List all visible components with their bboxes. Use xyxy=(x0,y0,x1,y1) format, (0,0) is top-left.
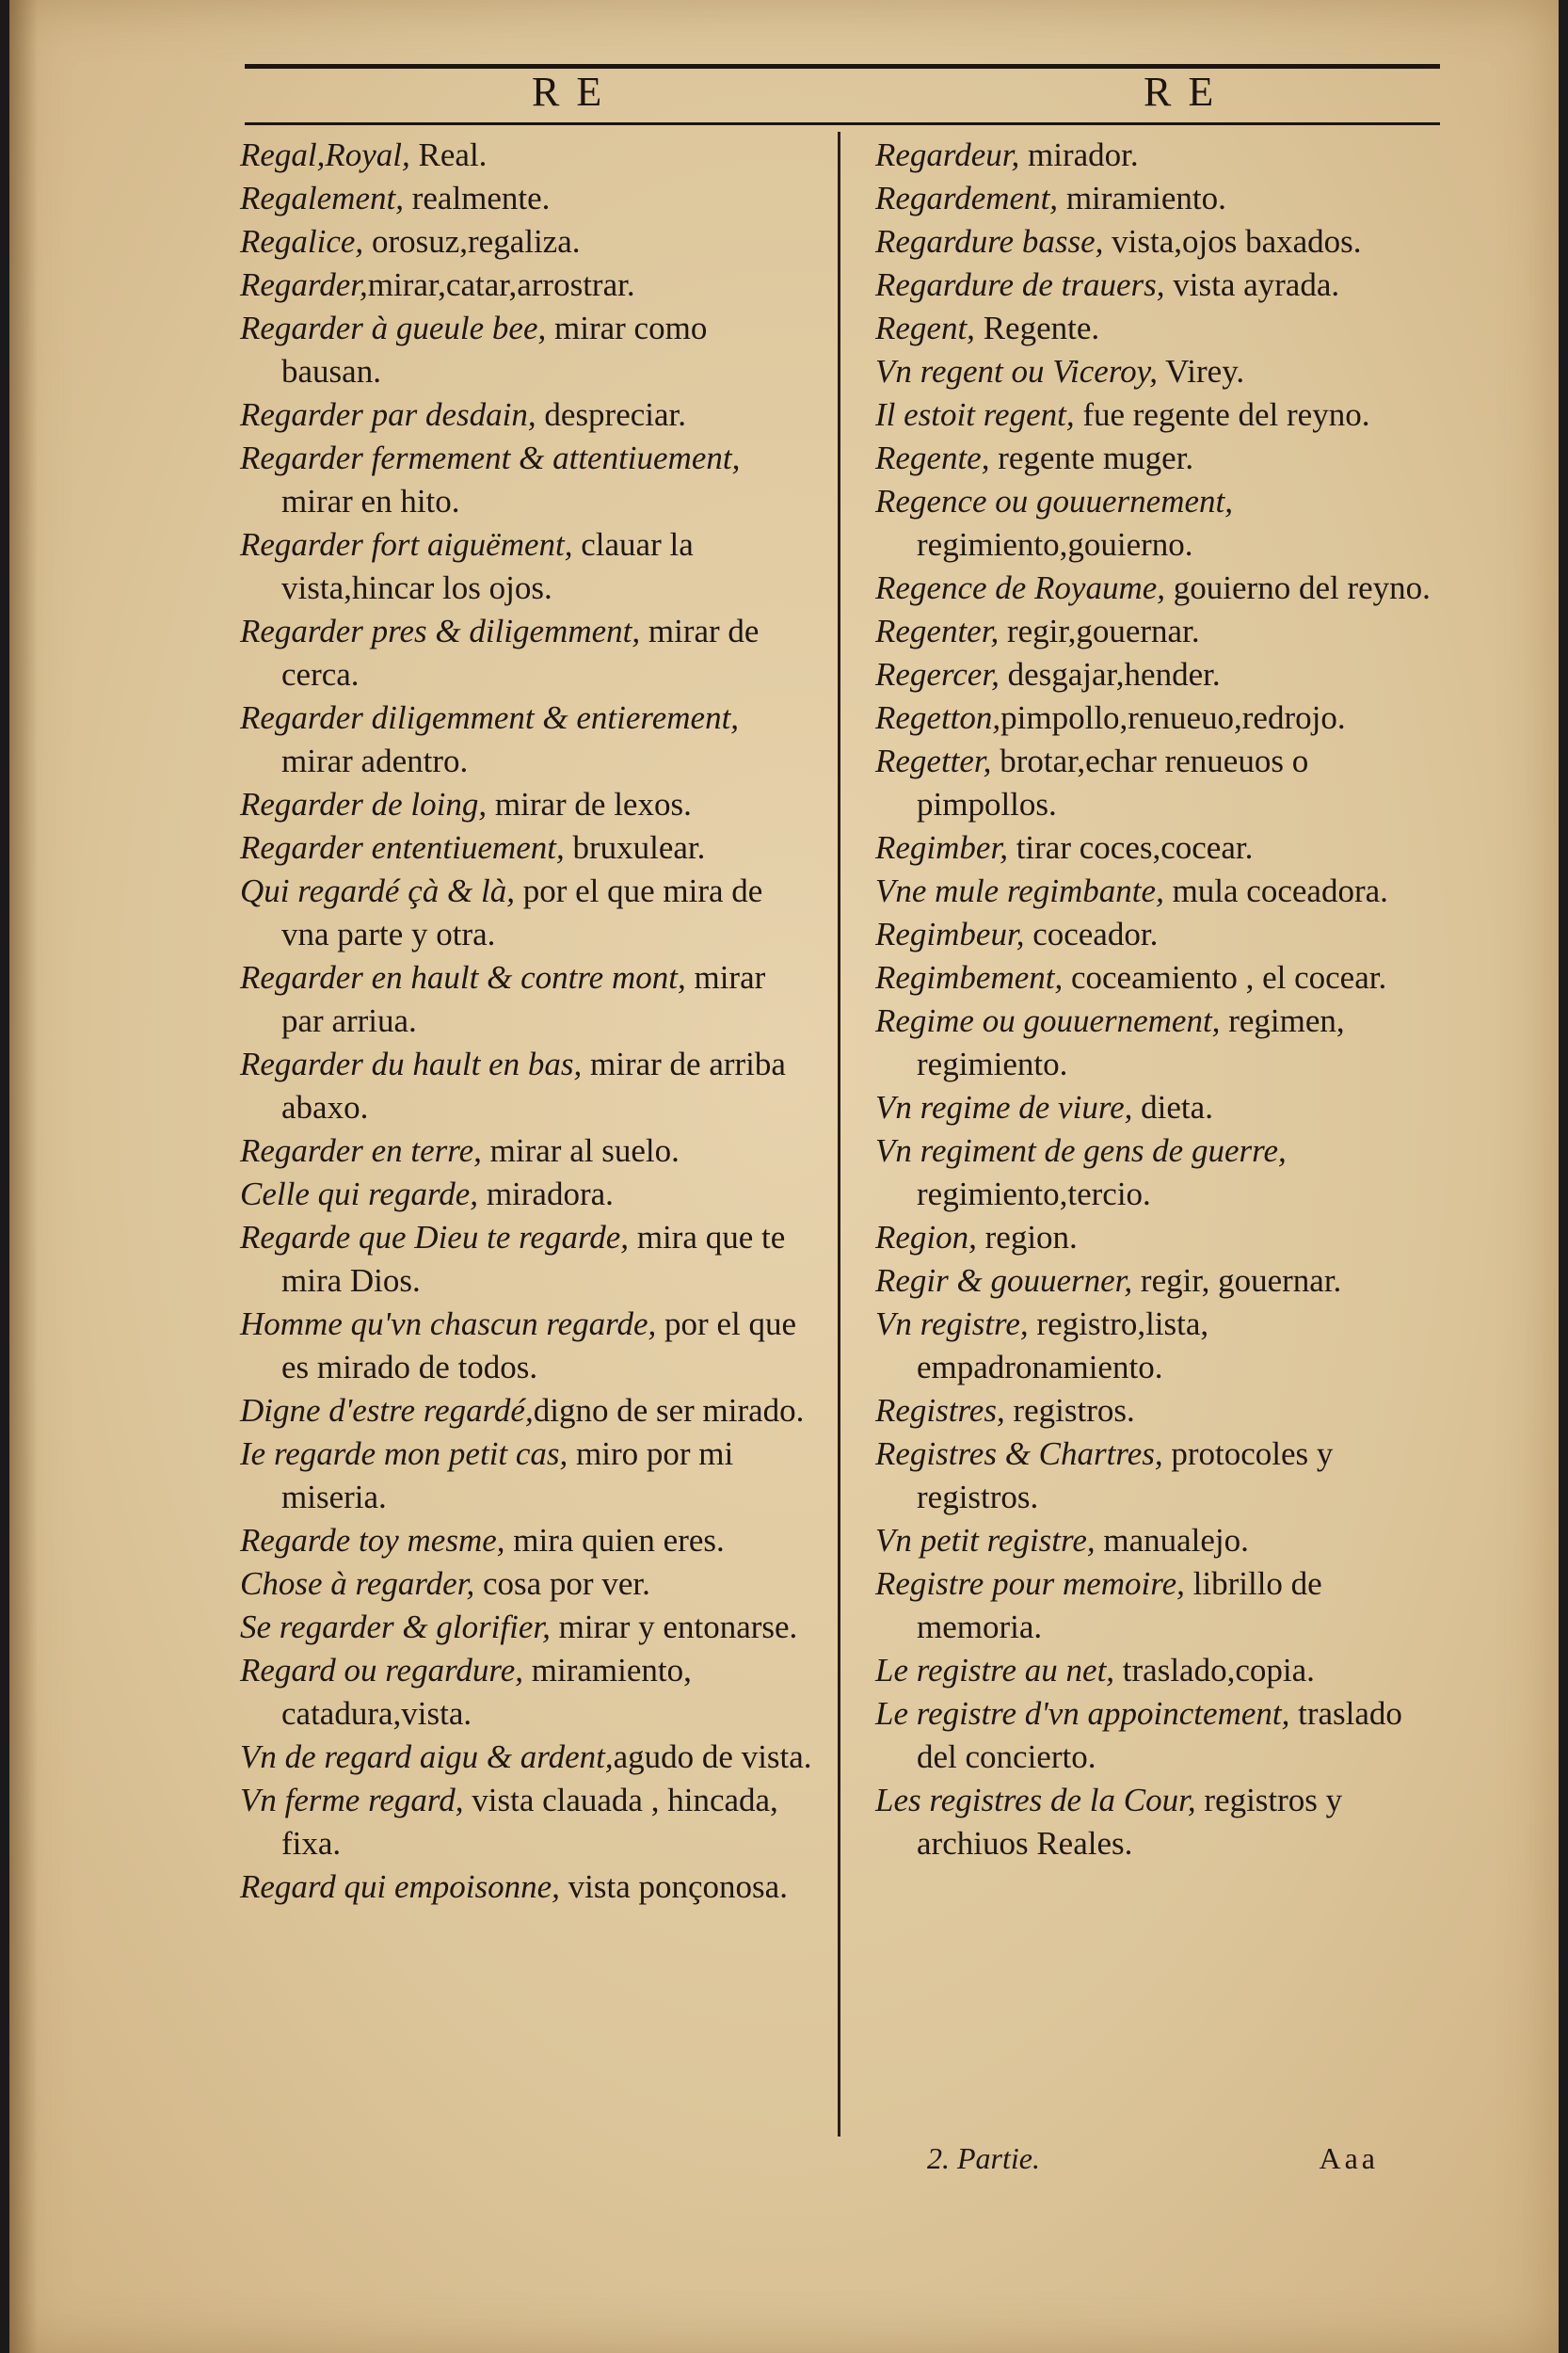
french-headword: Regardure basse, xyxy=(875,223,1104,260)
french-headword: Homme qu'vn chascun regarde, xyxy=(240,1305,657,1342)
spanish-translation: pimpollo,renueuo,redrojo. xyxy=(1000,699,1346,736)
spanish-translation: agudo de vista. xyxy=(613,1738,812,1775)
french-headword: Regardeur, xyxy=(875,136,1020,173)
spanish-translation: manualejo. xyxy=(1095,1522,1249,1559)
spanish-translation: regir,gouernar. xyxy=(999,613,1200,649)
spanish-translation: regimen, regimiento. xyxy=(917,1002,1345,1082)
dictionary-entry xyxy=(875,696,1449,740)
spanish-translation: regimiento,gouierno. xyxy=(917,526,1193,563)
french-headword: Registre pour memoire, xyxy=(875,1565,1185,1602)
dictionary-entry xyxy=(875,134,1449,177)
spanish-translation: vista ponçonosa. xyxy=(559,1868,788,1905)
dictionary-entry xyxy=(875,350,1449,393)
dictionary-entry xyxy=(875,1562,1449,1649)
french-headword: Regarde que Dieu te regarde, xyxy=(240,1219,630,1256)
dictionary-entry xyxy=(240,1562,814,1606)
french-headword: Regarder pres & diligemment, xyxy=(240,613,641,649)
spanish-translation: traslado,copia. xyxy=(1114,1652,1315,1689)
dictionary-entry xyxy=(240,1303,814,1389)
dictionary-entry xyxy=(875,913,1449,956)
french-headword: Se regarder & glorifier, xyxy=(240,1609,551,1645)
french-headword: Regence ou gouuernement, xyxy=(875,483,1233,520)
french-headword: Ie regarde mon petit cas, xyxy=(240,1435,568,1472)
dictionary-entry xyxy=(240,696,814,783)
french-headword: Regard qui empoisonne, xyxy=(240,1868,560,1905)
french-headword: Regente, xyxy=(875,440,990,476)
spanish-translation: protocoles y registros. xyxy=(917,1435,1334,1515)
spanish-translation: fue regente del reyno. xyxy=(1074,396,1370,433)
spanish-translation: orosuz,regaliza. xyxy=(363,223,581,260)
french-headword: Regetter, xyxy=(875,743,992,779)
dictionary-entry xyxy=(875,1692,1449,1779)
dictionary-entry xyxy=(240,1865,814,1909)
dictionary-entry xyxy=(240,264,814,307)
dictionary-entry xyxy=(240,523,814,610)
french-headword: Regalement, xyxy=(240,180,404,216)
spanish-translation: cosa por ver. xyxy=(474,1565,650,1602)
spanish-translation: tirar coces,cocear. xyxy=(1007,829,1254,866)
spanish-translation: miro por mi miseria. xyxy=(281,1435,734,1515)
dictionary-entry xyxy=(240,220,814,264)
spanish-translation: vista,ojos baxados. xyxy=(1103,223,1362,260)
dictionary-entry xyxy=(875,1779,1449,1865)
spanish-translation: miramiento, catadura,vista. xyxy=(281,1652,692,1732)
spanish-translation: mirar de arriba abaxo. xyxy=(281,1046,786,1126)
french-headword: Regalice, xyxy=(240,223,364,260)
spanish-translation: Regente. xyxy=(974,310,1100,346)
right-column xyxy=(875,134,1449,1865)
dictionary-entry xyxy=(875,653,1449,696)
spanish-translation: mirar de lexos. xyxy=(487,786,692,823)
spanish-translation: regimiento,tercio. xyxy=(917,1176,1151,1212)
dictionary-entry xyxy=(240,307,814,393)
french-headword: Regent, xyxy=(875,310,975,346)
spanish-translation: mirar y entonarse. xyxy=(550,1609,798,1645)
spanish-translation: mirar como bausan. xyxy=(281,310,708,390)
french-headword: Regarder ententiuement, xyxy=(240,829,565,866)
french-headword: Regarder en hault & contre mont, xyxy=(240,959,686,996)
spanish-translation: miramiento. xyxy=(1058,180,1226,216)
dictionary-entry xyxy=(875,307,1449,350)
dictionary-entry xyxy=(240,826,814,870)
spanish-translation: despreciar. xyxy=(536,396,687,433)
dictionary-entry xyxy=(240,1649,814,1736)
french-headword: Regarder fort aiguëment, xyxy=(240,526,573,563)
dictionary-entry xyxy=(240,1173,814,1216)
french-headword: Regime ou gouuernement, xyxy=(875,1002,1221,1039)
left-column xyxy=(240,134,814,1909)
french-headword: Vn registre, xyxy=(875,1305,1029,1342)
dictionary-entry xyxy=(240,134,814,177)
dictionary-entry xyxy=(240,393,814,437)
spanish-translation: desgajar,hender. xyxy=(999,656,1221,693)
spanish-translation: vista clauada , hincada, fixa. xyxy=(281,1782,778,1862)
spanish-translation: dieta. xyxy=(1132,1089,1213,1126)
spanish-translation: mira quien eres. xyxy=(504,1522,725,1559)
french-headword: Chose à regarder, xyxy=(240,1565,475,1602)
french-headword: Regard ou regardure, xyxy=(240,1652,524,1689)
spanish-translation: mirar de cerca. xyxy=(281,613,760,693)
dictionary-entry xyxy=(875,1086,1449,1129)
dictionary-entry xyxy=(240,783,814,826)
french-headword: Regarder de loing, xyxy=(240,786,488,823)
dictionary-entry xyxy=(875,1303,1449,1389)
column-divider xyxy=(838,132,840,2137)
french-headword: Regarder, xyxy=(240,266,368,303)
french-headword: Les registres de la Cour, xyxy=(875,1782,1196,1818)
french-headword: Regarder à gueule bee, xyxy=(240,310,547,346)
spanish-translation: region. xyxy=(976,1219,1078,1256)
spanish-translation: regente muger. xyxy=(989,440,1194,476)
dictionary-entry xyxy=(875,826,1449,870)
french-headword: Regarder du hault en bas, xyxy=(240,1046,583,1082)
spanish-translation: mirar par arriua. xyxy=(281,959,766,1039)
spanish-translation: brotar,echar renueuos o pimpollos. xyxy=(917,743,1309,823)
book-page xyxy=(9,0,1559,2353)
spanish-translation: registros y archiuos Reales. xyxy=(917,1782,1343,1862)
dictionary-entry xyxy=(875,1649,1449,1692)
dictionary-entry xyxy=(875,1433,1449,1519)
french-headword: Vne mule regimbante, xyxy=(875,872,1164,909)
french-headword: Vn de regard aigu & ardent, xyxy=(240,1738,614,1775)
dictionary-entry xyxy=(875,177,1449,220)
dictionary-entry xyxy=(240,956,814,1043)
spanish-translation: digno de ser mirado. xyxy=(533,1392,805,1429)
spanish-translation: realmente. xyxy=(403,180,551,216)
spanish-translation: bruxulear. xyxy=(564,829,706,866)
signature-mark: Aaa xyxy=(1319,2141,1379,2175)
dictionary-entry xyxy=(875,1519,1449,1562)
french-headword: Regercer, xyxy=(875,656,1000,693)
dictionary-entry xyxy=(875,1389,1449,1433)
french-headword: Region, xyxy=(875,1219,977,1256)
running-head-left: RE xyxy=(532,69,619,115)
spanish-translation: vista ayrada. xyxy=(1164,266,1340,303)
spanish-translation: clauar la vista,hincar los ojos. xyxy=(281,526,694,606)
spanish-translation: coceamiento , el cocear. xyxy=(1063,959,1387,996)
dictionary-entry xyxy=(875,393,1449,437)
spanish-translation: Real. xyxy=(409,136,488,173)
french-headword: Regarder diligemment & entierement, xyxy=(240,699,740,736)
dictionary-entry xyxy=(240,870,814,956)
header-rule-bottom xyxy=(245,122,1440,125)
french-headword: Le registre d'vn appoinctement, xyxy=(875,1695,1290,1732)
dictionary-entry xyxy=(875,1000,1449,1086)
dictionary-entry xyxy=(875,1259,1449,1303)
dictionary-entry xyxy=(875,480,1449,567)
dictionary-entry xyxy=(875,220,1449,264)
dictionary-entry xyxy=(240,610,814,696)
spanish-translation: mirar adentro. xyxy=(281,743,469,779)
french-headword: Regarder en terre, xyxy=(240,1132,482,1169)
french-headword: Regarde toy mesme, xyxy=(240,1522,505,1559)
dictionary-entry xyxy=(240,437,814,523)
french-headword: Il estoit regent, xyxy=(875,396,1075,433)
french-headword: Regimbement, xyxy=(875,959,1064,996)
french-headword: Vn petit registre, xyxy=(875,1522,1096,1559)
spanish-translation: gouierno del reyno. xyxy=(1165,569,1431,606)
dictionary-entry xyxy=(875,567,1449,610)
spanish-translation: registros. xyxy=(1004,1392,1135,1429)
spanish-translation: por el que es mirado de todos. xyxy=(281,1305,796,1385)
french-headword: Regardement, xyxy=(875,180,1059,216)
dictionary-entry xyxy=(875,264,1449,307)
dictionary-entry xyxy=(875,740,1449,826)
french-headword: Regardure de trauers, xyxy=(875,266,1165,303)
french-headword: Vn regent ou Viceroy, xyxy=(875,353,1158,390)
french-headword: Vn regiment de gens de guerre, xyxy=(875,1132,1287,1169)
dictionary-entry xyxy=(240,1433,814,1519)
dictionary-entry xyxy=(240,1389,814,1433)
spanish-translation: traslado del concierto. xyxy=(917,1695,1402,1775)
french-headword: Le registre au net, xyxy=(875,1652,1115,1689)
french-headword: Celle qui regarde, xyxy=(240,1176,479,1212)
french-headword: Regimber, xyxy=(875,829,1008,866)
header-rule-top xyxy=(245,64,1440,69)
dictionary-entry xyxy=(240,1129,814,1173)
french-headword: Regenter, xyxy=(875,613,1000,649)
dictionary-entry xyxy=(240,1043,814,1129)
spanish-translation: mirar al suelo. xyxy=(481,1132,680,1169)
spanish-translation: mula coceadora. xyxy=(1163,872,1388,909)
french-headword: Registres & Chartres, xyxy=(875,1435,1163,1472)
dictionary-entry xyxy=(240,1519,814,1562)
dictionary-entry xyxy=(875,437,1449,480)
spanish-translation: regir, gouernar. xyxy=(1132,1262,1342,1299)
spanish-translation: coceador. xyxy=(1024,916,1159,952)
french-headword: Regetton, xyxy=(875,699,1001,736)
spanish-translation: por el que mira de vna parte y otra. xyxy=(281,872,763,952)
spanish-translation: mirar en hito. xyxy=(281,483,460,520)
dictionary-entry xyxy=(240,1606,814,1649)
spanish-translation: librillo de memoria. xyxy=(917,1565,1322,1645)
dictionary-entry xyxy=(875,870,1449,913)
spanish-translation: miradora. xyxy=(478,1176,614,1212)
part-label: 2. Partie. xyxy=(927,2141,1040,2175)
french-headword: Regence de Royaume, xyxy=(875,569,1166,606)
page-footer xyxy=(927,2141,1379,2176)
spanish-translation: mirador. xyxy=(1019,136,1139,173)
french-headword: Digne d'estre regardé, xyxy=(240,1392,534,1429)
spanish-translation: registro,lista, empadronamiento. xyxy=(917,1305,1209,1385)
french-headword: Regir & gouuerner, xyxy=(875,1262,1133,1299)
french-headword: Qui regardé çà & là, xyxy=(240,872,515,909)
spanish-translation: mira que te mira Dios. xyxy=(281,1219,786,1299)
french-headword: Regarder fermement & attentiuement, xyxy=(240,440,741,476)
french-headword: Regimbeur, xyxy=(875,916,1025,952)
dictionary-entry xyxy=(240,1779,814,1865)
dictionary-entry xyxy=(240,1216,814,1303)
dictionary-entry xyxy=(875,1216,1449,1259)
running-head-right: RE xyxy=(1144,69,1231,115)
dictionary-entry xyxy=(875,1129,1449,1216)
dictionary-entry xyxy=(875,610,1449,653)
french-headword: Registres, xyxy=(875,1392,1005,1429)
spanish-translation: mirar,catar,arrostrar. xyxy=(367,266,635,303)
dictionary-entry xyxy=(240,1736,814,1779)
dictionary-entry xyxy=(875,956,1449,1000)
french-headword: Vn ferme regard, xyxy=(240,1782,464,1818)
french-headword: Vn regime de viure, xyxy=(875,1089,1133,1126)
french-headword: Regarder par desdain, xyxy=(240,396,536,433)
spanish-translation: Virey. xyxy=(1158,353,1245,390)
french-headword: Regal,Royal, xyxy=(240,136,410,173)
dictionary-entry xyxy=(240,177,814,220)
